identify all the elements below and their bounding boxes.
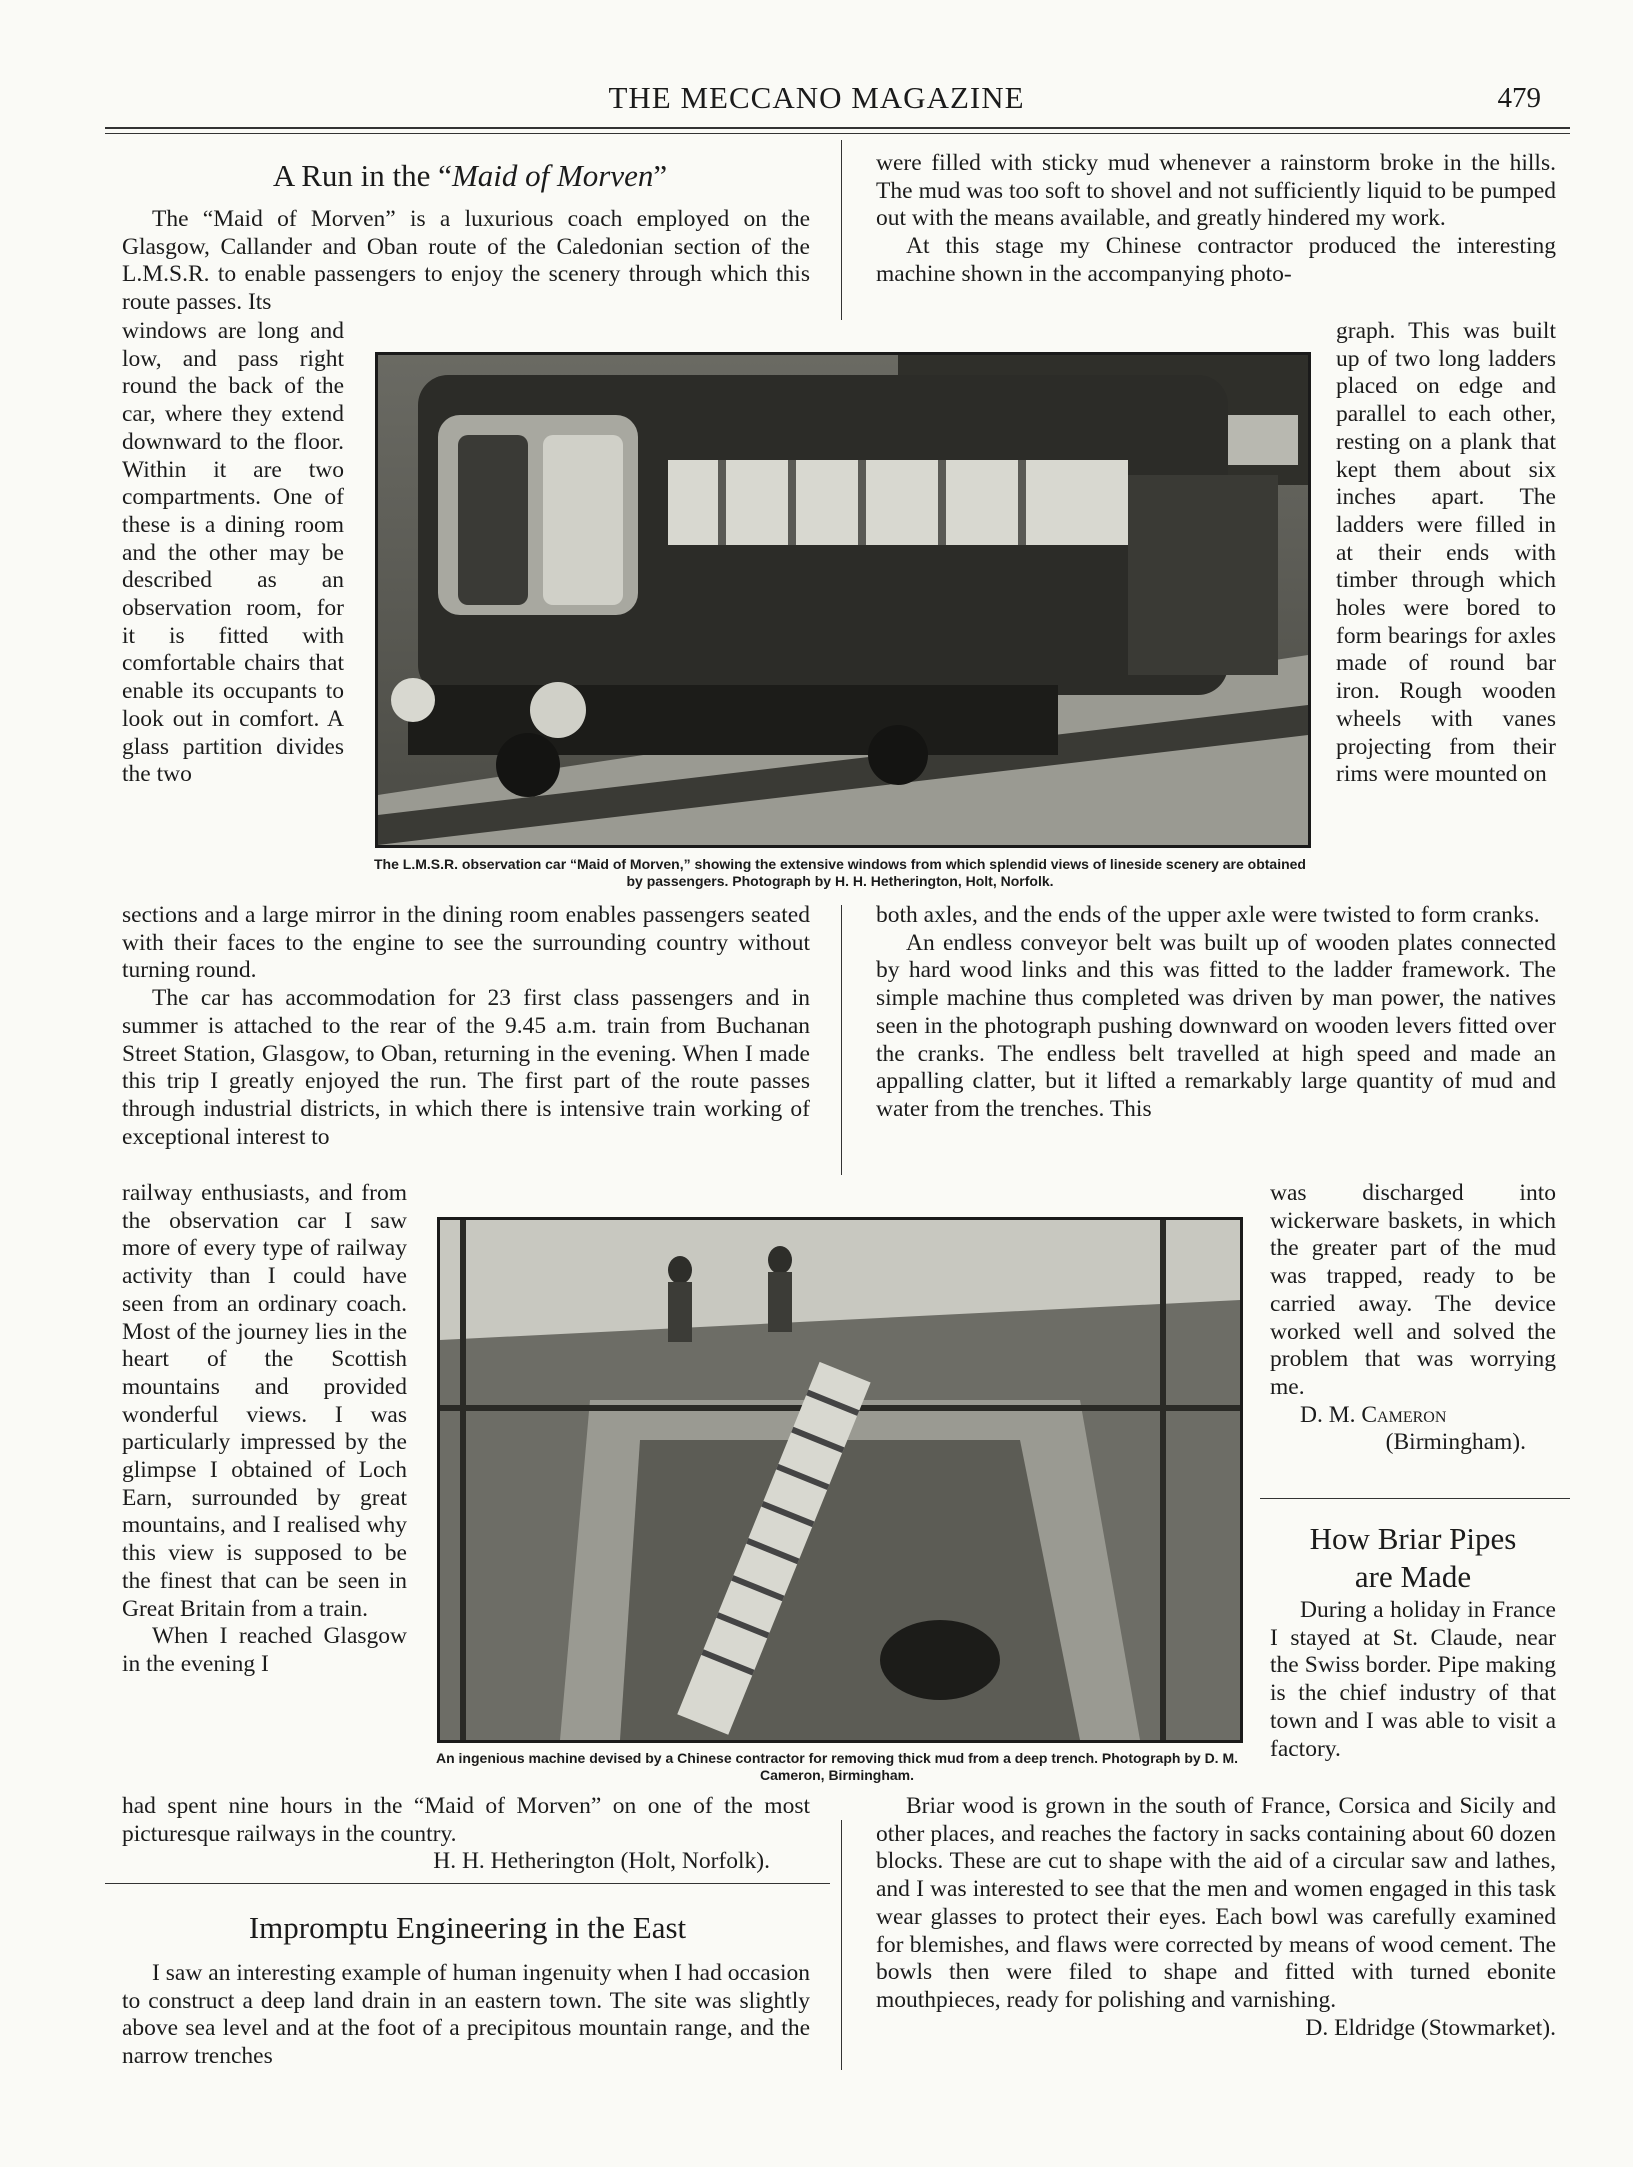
column-divider: [841, 140, 842, 320]
article-paragraph: both axles, and the ends of the upper axle were twisted to form cranks. An endless conveyor belt was built up of wooden plates connected by hard wood links and this was fitted to the ladder framework. The simple machine thus completed was driven by man power, the natives seen in the photograph pushing downward on wooden levers fitted over the cranks. The endless belt travelled at high speed and made an appalling clatter, but it lifted a remarkably large quantity of mud and water from the trenches. This: [876, 902, 1556, 1122]
observation-car-photo: [375, 352, 1311, 848]
page-number: 479: [1497, 82, 1541, 114]
railway-coach-image: [378, 355, 1308, 845]
article-paragraph-wrap: During a holiday in France I stayed at St. Claude, near the Swiss border. Pipe making is the chief industry of that town and I was able to visit a factory.: [1270, 1597, 1556, 1762]
photo-caption: An ingenious machine devised by a Chinese contractor for removing thick mud from a deep trench. Photograph by D. M. Cameron, Birmingham.: [435, 1750, 1239, 1783]
article-paragraph: were filled with sticky mud whenever a rainstorm broke in the hills. The mud was too soft to shovel and not sufficiently liquid to be pumped out with the means available, and greatly hindered my work. At this stage my Chinese contractor produced the interesting machine shown in the accompanying photo-: [876, 150, 1556, 287]
mud-machine-photo: [437, 1217, 1243, 1743]
signature: D. Eldridge (Stowmarket).: [1305, 2014, 1556, 2041]
article-title-briar-pipes: How Briar Pipes are Made: [1309, 1521, 1517, 1594]
article-paragraph-wrap: graph. This was built up of two long ladders placed on edge and parallel to each other, resting on a plank that kept them about six inches apart. The ladders were filled in at their ends with timber through which holes were bored to form bearings for axles made of round bar iron. Rough wooden wheels with vanes projecting from their rims were mounted on: [1336, 318, 1556, 788]
article-paragraph-wrap: was discharged into wickerware baskets, in which the greater part of the mud was trapped, ready to be carried away. The device worked well and solved the problem that was worrying me. D. M. Cameron (Birmingham).: [1270, 1180, 1556, 1456]
article-title-maid-of-morven: A Run in the “Maid of Morven”: [272, 158, 668, 193]
article-paragraph-wrap: railway enthusiasts, and from the observation car I saw more of every type of railway activity than I could have seen from an ordinary coach. Most of the journey lies in the heart of the Scottish mountains and provided wonderful views. I was particularly impressed by the glimpse I obtained of Loch Earn, surrounded by great mountains, and I realised why this view is supposed to be the finest that can be seen in Great Britain from a train. When I reached Glasgow in the evening I: [122, 1180, 407, 1677]
signature: H. H. Hetherington (Holt, Norfolk).: [433, 1848, 770, 1875]
article-paragraph: Briar wood is grown in the south of France, Corsica and Sicily and other places, and reaches the factory in sacks containing about 60 dozen blocks. These are cut to shape with the aid of a circular saw and lathes, and I was interested to see that the men and women engaged in this task wear glasses to protect their eyes. Each bowl was carefully examined for blemishes, and flaws were corrected by means of wood cement. The bowls then were filed to shape and fitted with turned ebonite mouthpieces, ready for polishing and varnishing. D. Eldridge (Stowmarket).: [876, 1793, 1556, 2041]
section-rule: [1260, 1498, 1570, 1499]
column-divider: [841, 905, 842, 1175]
trench-machine-image: [440, 1220, 1240, 1740]
photo-caption: The L.M.S.R. observation car “Maid of Morven,” showing the extensive windows from which splendid views of lineside scenery are obtained by passengers. Photograph by H. H. Hetherington, Holt, Norfolk.: [374, 856, 1306, 889]
header-rule-thin: [105, 133, 1570, 134]
magazine-title: THE MECCANO MAGAZINE: [608, 80, 1025, 115]
section-rule: [105, 1883, 830, 1884]
article-paragraph: I saw an interesting example of human ingenuity when I had occasion to construct a deep land drain in an eastern town. The site was slightly above sea level and at the foot of a precipitous mountain range, and the narrow trenches: [122, 1960, 810, 2070]
signature: D. M. Cameron: [1300, 1401, 1447, 1428]
article-paragraph: The “Maid of Morven” is a luxurious coach employed on the Glasgow, Callander and Oban route of the Caledonian section of the L.M.S.R. to enable passengers to enjoy the scenery through which this route passes. Its: [122, 206, 810, 316]
header-rule: [105, 127, 1570, 129]
column-divider: [841, 1820, 842, 2070]
article-paragraph-wrap: windows are long and low, and pass right round the back of the car, where they extend downward to the floor. Within it are two compartments. One of these is a dining room and the other may be described as an observation room, for it is fitted with comfortable chairs that enable its occupants to look out in comfort. A glass partition divides the two: [122, 318, 344, 788]
signature-place: (Birmingham).: [1385, 1429, 1526, 1456]
article-paragraph: sections and a large mirror in the dining room enables passengers seated with their faces to the engine to see the surrounding country without turning round. The car has accommodation for 23 first class passengers and in summer is attached to the rear of the 9.45 a.m. train from Buchanan Street Station, Glasgow, to Oban, returning in the evening. When I made this trip I greatly enjoyed the run. The first part of the route passes through industrial districts, in which there is intensive train working of exceptional interest to: [122, 902, 810, 1150]
article-paragraph: had spent nine hours in the “Maid of Morven” on one of the most picturesque railways in the country. H. H. Hetherington (Holt, Norfolk).: [122, 1793, 810, 1875]
article-title-impromptu-engineering: Impromptu Engineering in the East: [248, 1910, 687, 1945]
